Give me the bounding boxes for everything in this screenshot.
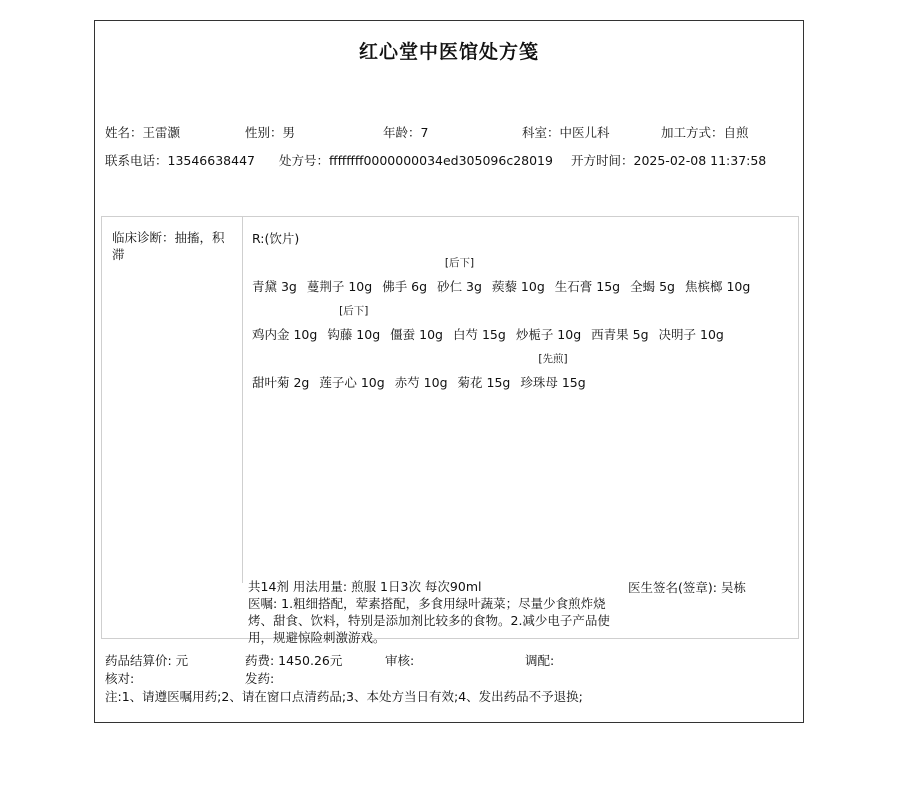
- herb-item: [252, 373, 309, 391]
- herb-item: [492, 277, 545, 295]
- herb-item: [307, 277, 372, 295]
- herb-name: 蔓荆子 10g: [306, 279, 373, 294]
- herb-name: 炒栀子 10g: [515, 327, 582, 342]
- price-label: 药品结算价: 元: [105, 653, 189, 668]
- herb-name: 珍珠母 15g: [520, 375, 586, 390]
- footer-note: 注:1、请遵医嘱用药;2、请在窗口点清药品;3、本处方当日有效;4、发出药品不予退换;: [105, 689, 583, 704]
- herb-name: 菊花 15g: [457, 375, 511, 390]
- herb-item: [659, 325, 724, 343]
- page-title: 红心堂中医馆处方笺: [358, 41, 539, 63]
- check-label: 核对:: [105, 671, 135, 686]
- patient-phone: 联系电话：13546638447: [105, 153, 255, 168]
- herb-name: 莲子心 10g: [319, 375, 385, 390]
- patient-gender: 性别：男: [245, 125, 296, 140]
- herb-name: 钩藤 10g: [327, 327, 381, 342]
- issue-label: 发药:: [245, 671, 275, 686]
- herb-item: [382, 277, 427, 295]
- herb-name: 白芍 15g: [452, 327, 506, 342]
- herb-name: 焦槟榔 10g: [684, 279, 751, 294]
- herb-item: [437, 257, 482, 295]
- herb-tag: [先煎]: [538, 353, 568, 365]
- herb-tag: [后下]: [339, 305, 369, 317]
- column-divider: [242, 217, 243, 583]
- doctor-signature: 医生签名(签章): 吴栋: [628, 580, 746, 595]
- herb-name: 青黛 3g: [252, 279, 297, 294]
- herb-item: [390, 325, 443, 343]
- herb-item: [458, 373, 511, 391]
- herb-name: 生石膏 15g: [554, 279, 621, 294]
- process-method: 加工方式：自煎: [661, 125, 749, 140]
- herb-item: [453, 325, 506, 343]
- herb-item: [555, 277, 620, 295]
- herb-item: [319, 373, 384, 391]
- herb-name: 砂仁 3g: [437, 279, 482, 294]
- herb-item: [520, 353, 586, 391]
- herb-name: 蒺藜 10g: [491, 279, 545, 294]
- herb-name: 赤芍 10g: [394, 375, 448, 390]
- prescription-time: 开方时间：2025-02-08 11:37:58: [571, 153, 767, 168]
- herb-name: 鸡内金 10g: [252, 327, 318, 342]
- herb-name: 决明子 10g: [658, 327, 724, 342]
- herb-item: [252, 277, 297, 295]
- herb-name: 西青果 5g: [591, 327, 649, 342]
- prescription-number: 处方号：ffffffff0000000034ed305096c28019: [279, 153, 553, 168]
- herb-name: 佛手 6g: [382, 279, 428, 294]
- dosage-text: 共14剂 用法用量: 煎服 1日3次 每次90ml: [248, 579, 482, 594]
- usage-block: [248, 578, 628, 646]
- herb-tag: [后下]: [444, 257, 475, 269]
- herb-name: 全蝎 5g: [630, 279, 675, 294]
- prescription-sheet: [94, 20, 804, 723]
- herb-name: 僵蚕 10g: [390, 327, 443, 342]
- herb-row: [252, 305, 734, 343]
- clinical-diagnosis: 临床诊断：抽搐，积滞: [112, 230, 225, 262]
- patient-dept: 科室：中医儿科: [522, 125, 610, 140]
- herb-item: [327, 305, 381, 343]
- patient-name: 姓名：王雷灏: [105, 125, 181, 140]
- doctor-advice: 医嘱: 1.粗细搭配，荤素搭配，多食用绿叶蔬菜；尽量少食煎炸烧烤、甜食、饮料，特别是添加剂比较多的食物。2.减少电子产品使用，规避惊险刺激游戏。: [248, 596, 610, 645]
- herb-item: [395, 373, 448, 391]
- herb-item: [516, 325, 581, 343]
- fee-label: 药费: 1450.26元: [245, 653, 343, 668]
- herb-item: [591, 325, 648, 343]
- herb-name: 甜叶菊 2g: [252, 375, 310, 390]
- herb-row: [252, 257, 760, 295]
- patient-age: 年龄：7: [383, 125, 429, 140]
- dispense-label: 调配:: [525, 653, 555, 668]
- herb-item: [252, 325, 317, 343]
- herb-row: [252, 353, 596, 391]
- rx-label: R:(饮片): [252, 231, 300, 246]
- review-label: 审核:: [385, 653, 415, 668]
- herb-item: [685, 277, 750, 295]
- prescription-body: [101, 216, 799, 645]
- herb-item: [630, 277, 675, 295]
